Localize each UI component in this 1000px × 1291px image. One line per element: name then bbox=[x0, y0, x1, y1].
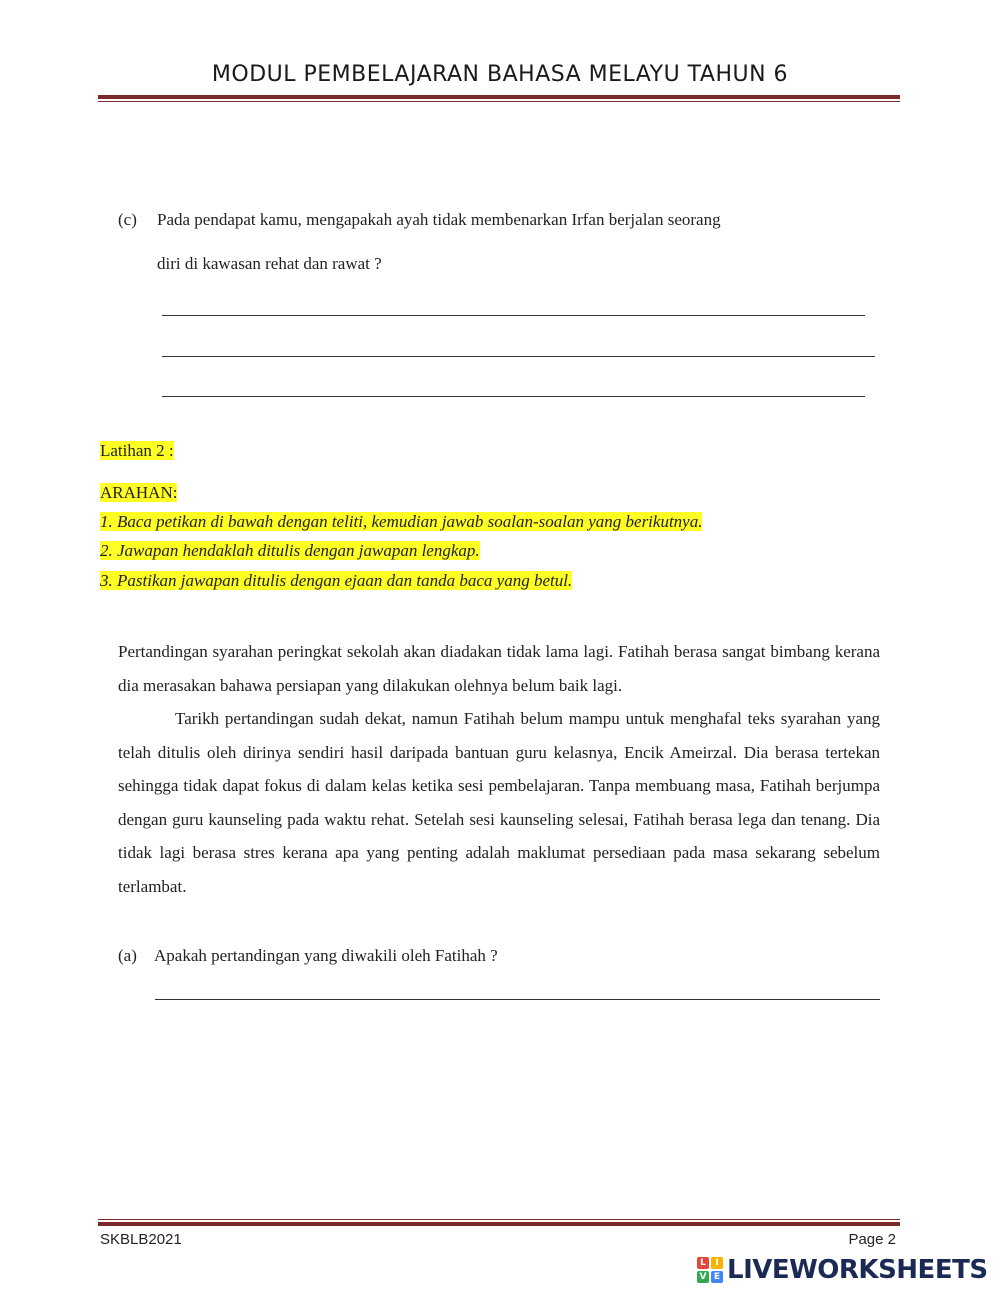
answer-line-c-2[interactable] bbox=[162, 356, 875, 357]
logo-block-letter: L bbox=[697, 1257, 709, 1269]
document-title: MODUL PEMBELAJARAN BAHASA MELAYU TAHUN 6 bbox=[211, 62, 789, 87]
question-c-text-line1: Pada pendapat kamu, mengapakah ayah tidak membenarkan Irfan berjalan seorang bbox=[157, 210, 721, 229]
directions-heading-text: ARAHAN: bbox=[100, 483, 178, 502]
liveworksheets-logo[interactable] bbox=[697, 1255, 988, 1285]
logo-block-letter: E bbox=[711, 1271, 723, 1283]
direction-item-text: 1. Baca petikan di bawah dengan teliti, kemudian jawab soalan-soalan yang berikutnya. bbox=[100, 512, 703, 531]
question-c-label: (c) bbox=[118, 210, 137, 229]
direction-item-text: 2. Jawapan hendaklah ditulis dengan jawapan lengkap. bbox=[100, 541, 480, 560]
answer-line-c-3[interactable] bbox=[162, 396, 865, 397]
exercise-title-text: Latihan 2 : bbox=[100, 441, 174, 460]
header-rule-thin bbox=[98, 101, 900, 102]
directions-heading bbox=[100, 482, 177, 504]
question-a-text: Apakah pertandingan yang diwakili oleh Fatihah ? bbox=[154, 946, 498, 965]
answer-line-a-1[interactable] bbox=[155, 999, 880, 1000]
direction-item bbox=[100, 511, 702, 533]
direction-item bbox=[100, 540, 480, 562]
page-number: Page 2 bbox=[848, 1231, 896, 1248]
direction-item-text: 3. Pastikan jawapan ditulis dengan ejaan dan tanda baca yang betul. bbox=[100, 571, 573, 590]
question-c-text-line2: diri di kawasan rehat dan rawat ? bbox=[157, 254, 382, 273]
exercise-title bbox=[100, 440, 174, 462]
reading-passage bbox=[118, 635, 880, 903]
logo-block-letter: I bbox=[711, 1257, 723, 1269]
answer-line-c-1[interactable] bbox=[162, 315, 865, 316]
footer-rule-thin bbox=[98, 1219, 900, 1220]
logo-blocks-icon bbox=[697, 1257, 723, 1283]
direction-item bbox=[100, 570, 572, 592]
footer-rule-thick bbox=[98, 1222, 900, 1226]
question-a-label: (a) bbox=[118, 946, 137, 965]
header-rule-thick bbox=[98, 95, 900, 99]
logo-block-letter: V bbox=[697, 1271, 709, 1283]
logo-text: LIVEWORKSHEETS bbox=[727, 1255, 988, 1285]
passage-paragraph-1: Pertandingan syarahan peringkat sekolah akan diadakan tidak lama lagi. Fatihah berasa sangat bimbang kerana dia merasakan bahawa persiapan yang dilakukan olehnya belum baik lagi. bbox=[118, 642, 880, 695]
footer-code: SKBLB2021 bbox=[100, 1231, 182, 1248]
passage-paragraph-2: Tarikh pertandingan sudah dekat, namun Fatihah belum mampu untuk menghafal teks syarahan yang telah ditulis oleh dirinya sendiri hasil daripada bantuan guru kelasnya, Encik Ameirzal. Dia berasa tertekan sehingga tidak dapat fokus di dalam kelas ketika sesi pembelajaran. Tanpa membuang masa, Fatihah berjumpa dengan guru kaunseling pada waktu rehat. Setelah sesi kaunseling selesai, Fatihah berasa lega dan tenang. Dia tidak lagi berasa stres kerana apa yang penting adalah maklumat persediaan pada masa sekarang sebelum terlambat. bbox=[118, 709, 880, 896]
